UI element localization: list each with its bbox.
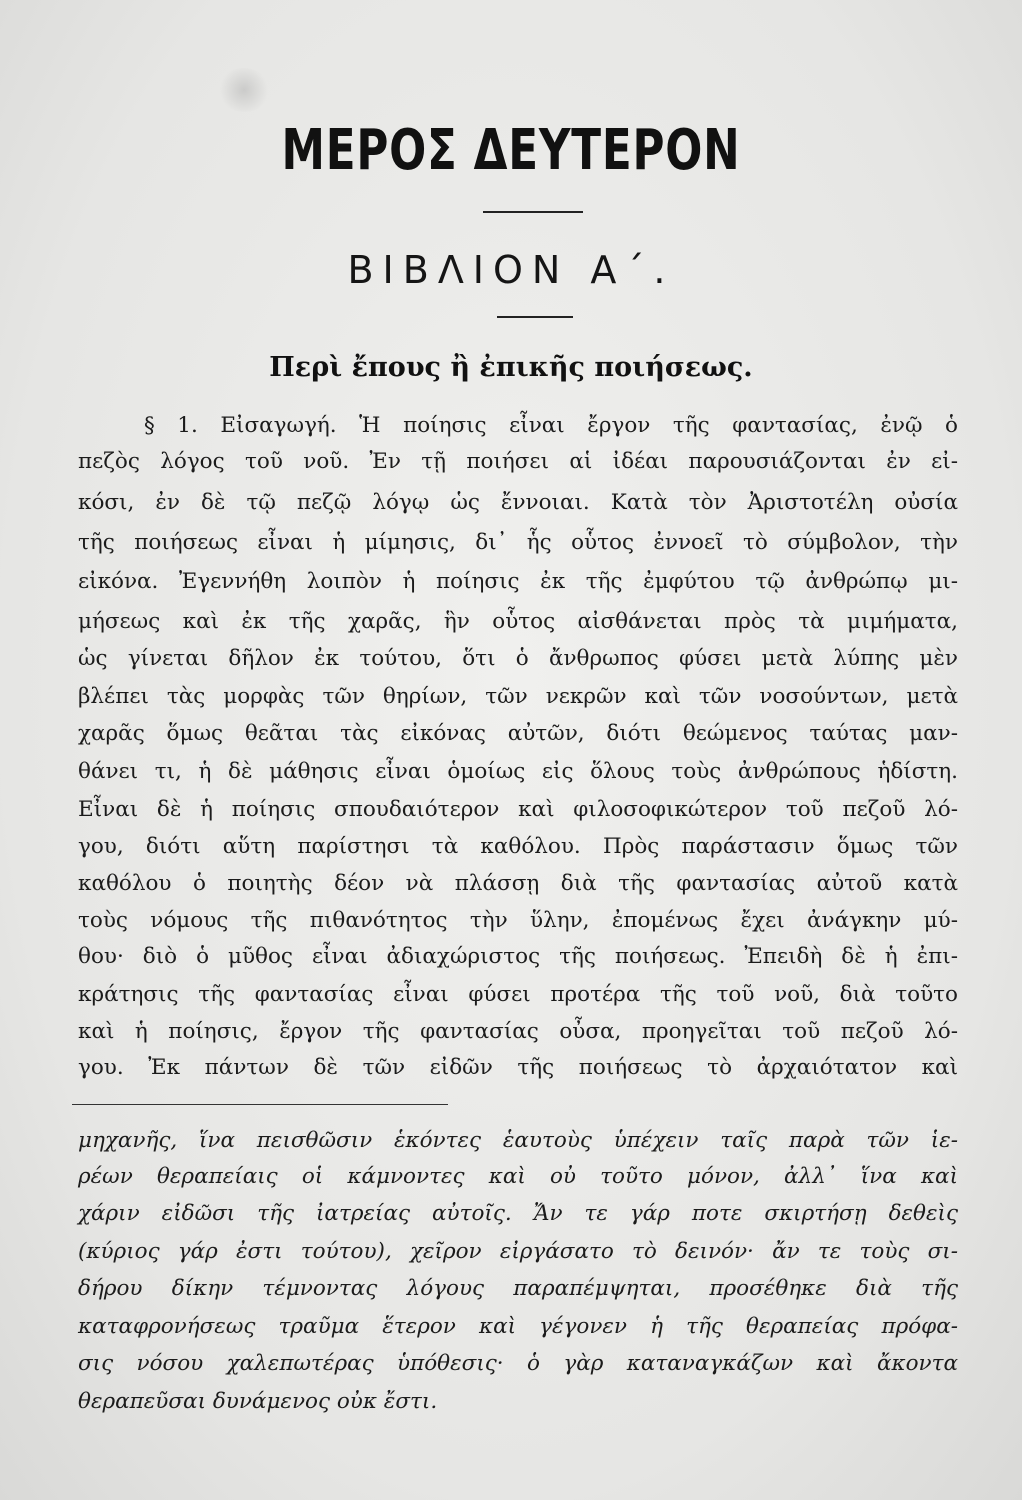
body-line: καὶ ἡ ποίησις, ἔργον τῆς φαντασίας οὖσα, προηγεῖται τοῦ πεζοῦ λό- [78, 1019, 958, 1044]
book-title: ΒΙΒΛΙΟΝ Α΄. [347, 248, 675, 292]
footnote-line: σις νόσου χαλεπωτέρας ὑπόθεσις· ὁ γὰρ καταναγκάζων καὶ ἄκοντα [78, 1351, 958, 1376]
title-divider-top [483, 211, 583, 213]
body-line: πεζὸς λόγος τοῦ νοῦ. Ἐν τῇ ποιήσει αἱ ἰδέαι παρουσιάζονται ἐν εἰ- [78, 449, 958, 474]
body-line: Εἶναι δὲ ἡ ποίησις σπουδαιότερον καὶ φιλοσοφικώτερον τοῦ πεζοῦ λό- [78, 797, 958, 822]
footnote-line: θεραπεῦσαι δυνάμενος οὐκ ἔστι. [78, 1389, 438, 1414]
footnote-line: καταφρονήσεως τραῦμα ἕτερον καὶ γέγονεν ἡ τῆς θεραπείας πρόφα- [78, 1314, 958, 1339]
title-divider-bottom [497, 316, 573, 318]
body-line: κράτησις τῆς φαντασίας εἶναι φύσει προτέρα τῆς τοῦ νοῦ, διὰ τοῦτο [78, 982, 958, 1007]
body-line: γου, διότι αὕτη παρίστησι τὰ καθόλου. Πρὸς παράστασιν ὅμως τῶν [78, 834, 958, 859]
part-title: ΜΕΡΟΣ ΔΕΥΤΕΡΟΝ [281, 118, 741, 183]
footnote-line: χάριν εἰδῶσι τῆς ἰατρείας αὐτοῖς. Ἄν τε γάρ ποτε σκιρτήσῃ δεθεὶς [78, 1201, 958, 1226]
footnote-divider [72, 1104, 448, 1105]
body-line: γου. Ἐκ πάντων δὲ τῶν εἰδῶν τῆς ποιήσεως τὸ ἀρχαιότατον καὶ [78, 1055, 958, 1080]
body-line: θάνει τι, ἡ δὲ μάθησις εἶναι ὁμοίως εἰς ὅλους τοὺς ἀνθρώπους ἡδίστη. [78, 759, 958, 784]
body-line: βλέπει τὰς μορφὰς τῶν θηρίων, τῶν νεκρῶν καὶ τῶν νοσούντων, μετὰ [78, 684, 958, 709]
body-line: ὡς γίνεται δῆλον ἐκ τούτου, ὅτι ὁ ἄνθρωπος φύσει μετὰ λύπης μὲν [78, 646, 958, 671]
body-line: μήσεως καὶ ἐκ τῆς χαρᾶς, ἣν οὗτος αἰσθάνεται πρὸς τὰ μιμήματα, [78, 609, 958, 634]
body-line: τῆς ποιήσεως εἶναι ἡ μίμησις, δι᾿ ἧς οὗτος ἐννοεῖ τὸ σύμβολον, τὴν [78, 530, 958, 555]
body-line: εἰκόνα. Ἐγεννήθη λοιπὸν ἡ ποίησις ἐκ τῆς ἐμφύτου τῷ ἀνθρώπῳ μι- [78, 569, 958, 594]
body-line: τοὺς νόμους τῆς πιθανότητος τὴν ὕλην, ἐπομένως ἔχει ἀνάγκην μύ- [78, 908, 958, 933]
footnote-line: (κύριος γάρ ἐστι τούτου), χεῖρον εἰργάσατο τὸ δεινόν· ἄν τε τοὺς σι- [78, 1239, 958, 1264]
footnote-line: μηχανῆς, ἵνα πεισθῶσιν ἑκόντες ἑαυτοὺς ὑπέχειν ταῖς παρὰ τῶν ἱε- [78, 1128, 958, 1153]
body-line: θου· διὸ ὁ μῦθος εἶναι ἀδιαχώριστος τῆς ποιήσεως. Ἐπειδὴ δὲ ἡ ἐπι- [78, 944, 958, 969]
body-line: κόσι, ἐν δὲ τῷ πεζῷ λόγῳ ὡς ἔννοιαι. Κατὰ τὸν Ἀριστοτέλη οὐσία [78, 490, 958, 515]
page-stain [218, 68, 270, 112]
footnote-line: δήρου δίκην τέμνοντας λόγους παραπέμψηται, προσέθηκε διὰ τῆς [78, 1276, 958, 1301]
body-line: § 1. Εἰσαγωγή. Ἡ ποίησις εἶναι ἔργον τῆς φαντασίας, ἐνῷ ὁ [144, 413, 958, 438]
body-line: χαρᾶς ὅμως θεᾶται τὰς εἰκόνας αὐτῶν, διότι θεώμενος ταύτας μαν- [78, 721, 958, 746]
chapter-title: Περὶ ἔπους ἢ ἐπικῆς ποιήσεως. [269, 352, 753, 383]
footnote-line: ρέων θεραπείαις οἱ κάμνοντες καὶ οὐ τοῦτο μόνον, ἀλλ᾿ ἵνα καὶ [78, 1164, 958, 1189]
body-line: καθόλου ὁ ποιητὴς δέον νὰ πλάσσῃ διὰ τῆς φαντασίας αὐτοῦ κατὰ [78, 871, 958, 896]
